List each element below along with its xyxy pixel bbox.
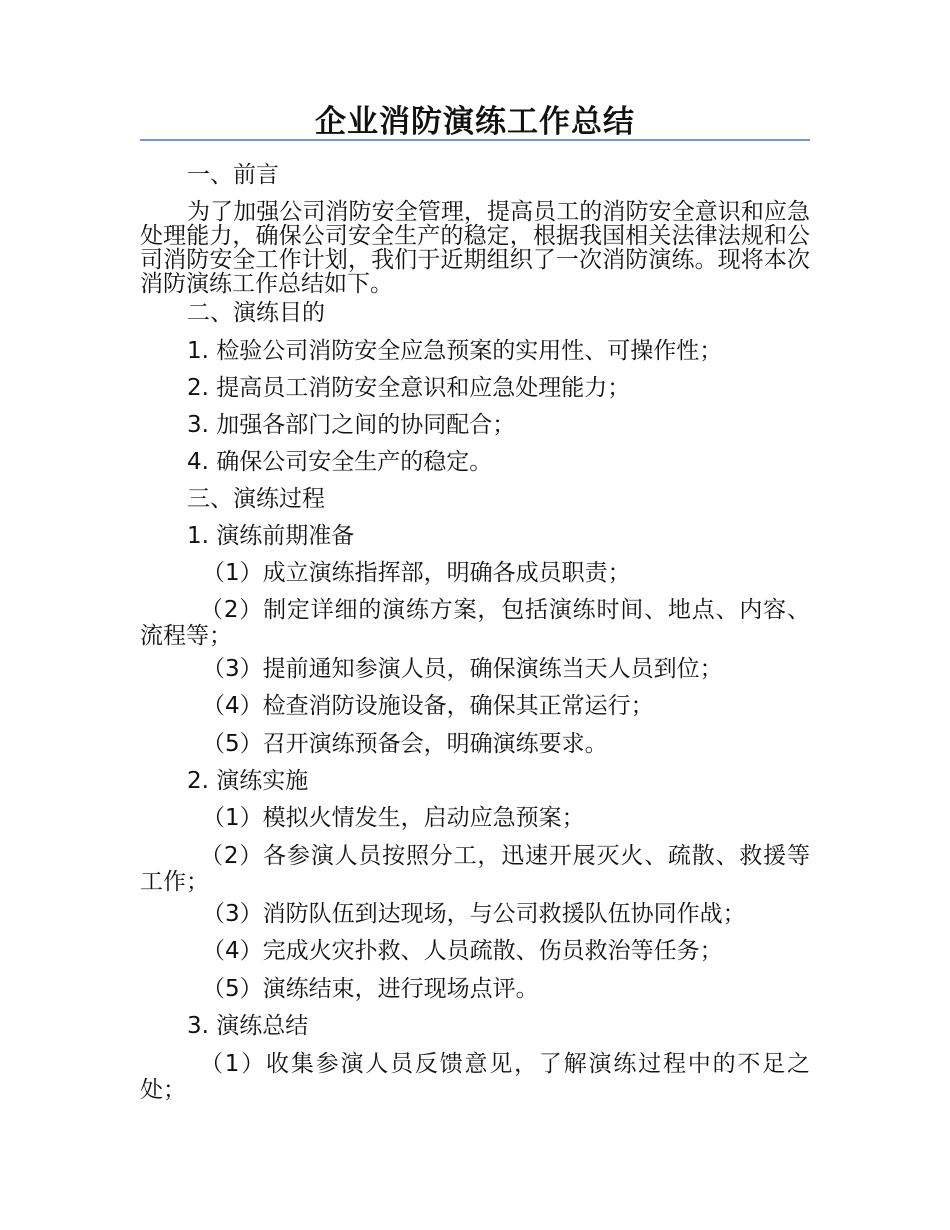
- impl-item: （3）消防队伍到达现场，与公司救援队伍协同作战；: [202, 901, 746, 927]
- impl-item: （4）完成火灾扑救、人员疏散、伤员救治等任务；: [202, 938, 723, 964]
- subheading-preparation: 1. 演练前期准备: [187, 523, 355, 549]
- goal-item: 4. 确保公司安全生产的稳定。: [187, 449, 493, 475]
- heading-preface: 一、前言: [187, 162, 279, 188]
- prep-item: （1）成立演练指挥部，明确各成员职责；: [202, 560, 631, 586]
- prep-item: （3）提前通知参演人员，确保演练当天人员到位；: [202, 656, 723, 682]
- intro-paragraph: 为了加强公司消防安全管理，提高员工的消防安全意识和应急处理能力，确保公司安全生产的稳定，根据我国相关法律法规和公司消防安全工作计划，我们于近期组织了一次消防演练。现将本次消防演练工作总结如下。: [140, 199, 810, 297]
- impl-item: （5）演练结束，进行现场点评。: [202, 976, 539, 1002]
- prep-item: （5）召开演练预备会，明确演练要求。: [202, 731, 608, 757]
- title-underline: [140, 139, 810, 141]
- impl-item: （2）各参演人员按照分工，迅速开展灭火、疏散、救援等工作；: [140, 843, 810, 895]
- document-title: 企业消防演练工作总结: [315, 104, 635, 140]
- impl-item: （1）模拟火情发生，启动应急预案；: [202, 805, 585, 831]
- prep-item: （2）制定详细的演练方案，包括演练时间、地点、内容、流程等；: [140, 597, 810, 649]
- heading-process: 三、演练过程: [187, 486, 325, 512]
- summary-item: （1）收集参演人员反馈意见，了解演练过程中的不足之处；: [140, 1051, 810, 1103]
- heading-goals: 二、演练目的: [187, 300, 325, 326]
- goal-item: 3. 加强各部门之间的协同配合；: [187, 412, 516, 438]
- goal-item: 1. 检验公司消防安全应急预案的实用性、可操作性；: [187, 338, 723, 364]
- subheading-summary: 3. 演练总结: [187, 1013, 309, 1039]
- prep-item: （4）检查消防设施设备，确保其正常运行；: [202, 693, 654, 719]
- subheading-implementation: 2. 演练实施: [187, 768, 309, 794]
- goal-item: 2. 提高员工消防安全意识和应急处理能力；: [187, 375, 631, 401]
